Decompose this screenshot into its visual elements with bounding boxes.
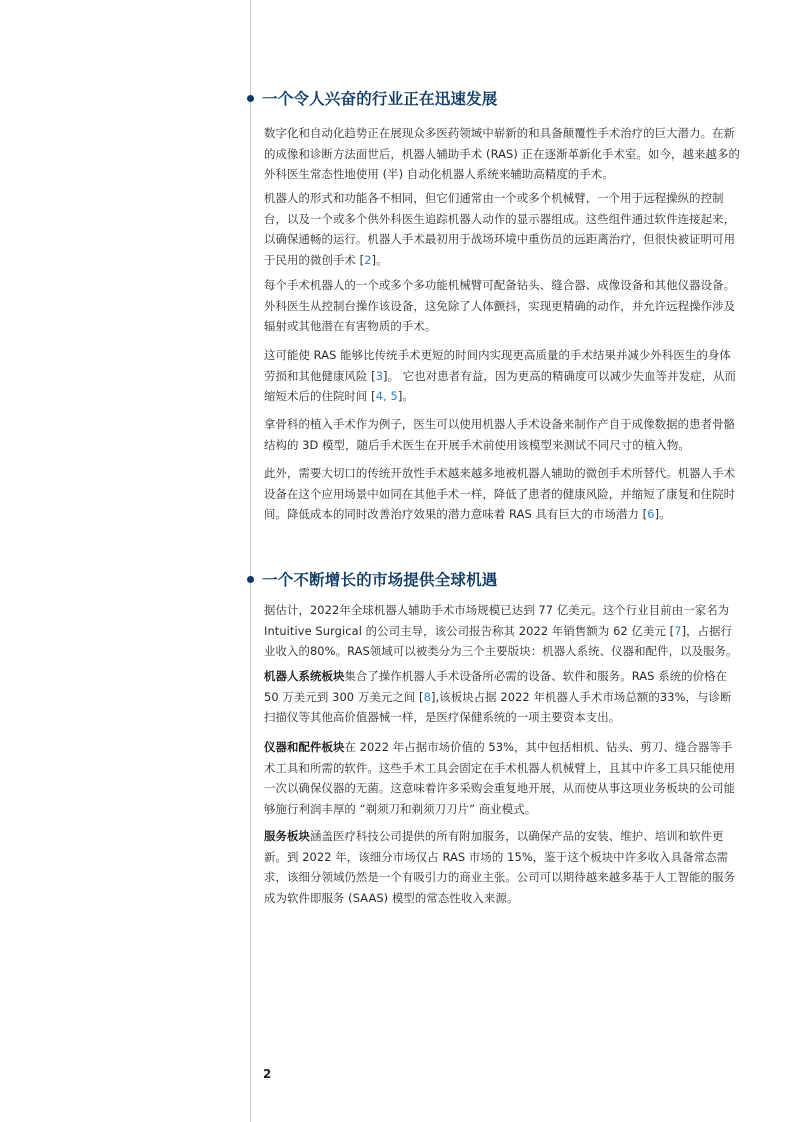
reference-link[interactable]: 8 <box>423 689 431 704</box>
page-number: 2 <box>263 1067 272 1081</box>
section-heading-industry: 一个令人兴奋的行业正在迅速发展 <box>262 90 498 108</box>
paragraph: 据估计，2022年全球机器人辅助手术市场规模已达到 77 亿美元。这个行业目前由一家名为 Intuitive Surgical 的公司主导，该公司报告称其 2022 年销售额为 62 亿美元 [7]，占据行业收入的80%。RAS领域可以被类分为三个主要版块：机器人系统、仪器和配件，以及服务。 <box>264 603 738 658</box>
paragraph: 机器人的形式和功能各不相同，但它们通常由一个或多个机械臂，一个用于远程操纵的控制台，以及一个或多个供外科医生追踪机器人动作的显示器组成。这些组件通过软件连接起来，以确保通畅的运行。机器人手术最初用于战场环境中重伤员的远距离治疗，但很快被证明可用于民用的微创手术 [2]。 <box>264 191 736 267</box>
paragraph: 服务板块涵盖医疗科技公司提供的所有附加服务，以确保产品的安装、维护、培训和软件更新。到 2022 年，该细分市场仅占 RAS 市场的 15%，鉴于这个板块中许多收入具备常态需求，该细分领域仍然是一个有吸引力的商业主张。公司可以期待越来越多基于人工智能的服务成为软件即服务 (SAAS) 模型的常态性收入来源。 <box>264 829 736 905</box>
section-bullet-icon <box>247 576 254 583</box>
reference-link[interactable]: 3 <box>375 368 384 383</box>
paragraph-lead: 仪器和配件板块 <box>264 740 345 754</box>
paragraph: 此外，需要大切口的传统开放性手术越来越多地被机器人辅助的微创手术所替代。机器人手术设备在这个应用场景中如同在其他手术一样，降低了患者的健康风险，并缩短了康复和住院时间。降低成本的同时改善治疗效果的潜力意味着 RAS 具有巨大的市场潜力 [6]。 <box>264 466 736 521</box>
paragraph: 这可能使 RAS 能够比传统手术更短的时间内实现更高质量的手术结果并减少外科医生的身体劳损和其他健康风险 [3]。 它也对患者有益，因为更高的精确度可以减少失血等并发症，从而缩短术后的住院时间 [4, 5]。 <box>264 348 737 403</box>
reference-link[interactable]: 7 <box>674 623 682 638</box>
paragraph-lead: 服务板块 <box>264 829 310 843</box>
paragraph-lead: 机器人系统板块 <box>264 669 345 683</box>
paragraph: 数字化和自动化趋势正在展现众多医药领域中崭新的和具备颠覆性手术治疗的巨大潜力。在新的成像和诊断方法面世后，机器人辅助手术 (RAS) 正在逐渐革新化手术室。如今，越来越多的外科医生常态性地使用 (半) 自动化机器人系统来辅助高精度的手术。 <box>264 126 740 181</box>
paragraph: 拿骨科的植入手术作为例子，医生可以使用机器人手术设备来制作产自于成像数据的患者骨骼结构的 3D 模型，随后手术医生在开展手术前使用该模型来测试不同尺寸的植入物。 <box>264 417 736 452</box>
section-heading-market: 一个不断增长的市场提供全球机遇 <box>262 571 498 589</box>
paragraph: 仪器和配件板块在 2022 年占据市场价值的 53%，其中包括相机、钻头、剪刀、缝合器等手术工具和所需的软件。这些手术工具会固定在手术机器人机械臂上，且其中许多工具只能使用一次以确保仪器的无菌。这意味着许多采购会重复地开展，从而使从事这项业务板块的公司能够施行利润丰厚的 “剃须刀和剃须刀刀片” 商业模式。 <box>264 740 736 816</box>
vertical-divider-line <box>250 0 251 1122</box>
paragraph: 机器人系统板块集合了操作机器人手术设备所必需的设备、软件和服务。RAS 系统的价格在 50 万美元到 300 万美元之间 [8],该板块占据 2022 年机器人手术市场总额的33%，与诊断扫描仪等其他高价值器械一样，是医疗保健系统的一项主要资本支出。 <box>264 669 732 724</box>
reference-link[interactable]: 6 <box>647 507 655 521</box>
reference-link[interactable]: 2 <box>364 252 372 267</box>
section-bullet-icon <box>247 95 254 102</box>
reference-link[interactable]: 4, 5 <box>375 389 398 403</box>
paragraph: 每个手术机器人的一个或多个多功能机械臂可配备钻头、缝合器、成像设备和其他仪器设备。外科医生从控制台操作该设备，这免除了人体颤抖，实现更精确的动作，并允许远程操作涉及辐射或其他潜在有害物质的手术。 <box>264 278 736 333</box>
